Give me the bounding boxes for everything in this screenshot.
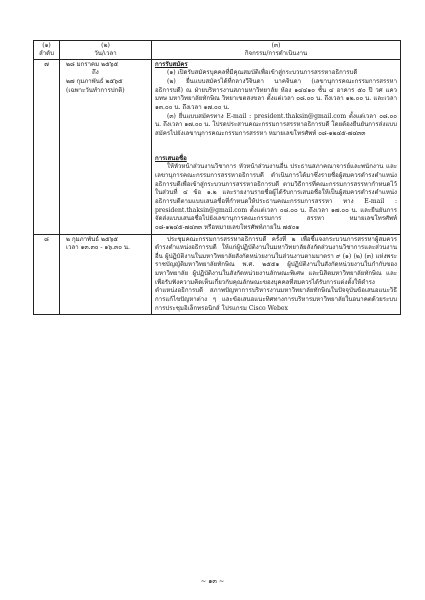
header-order-label: ลำดับ bbox=[39, 49, 54, 57]
row-number: ๘ bbox=[34, 234, 60, 315]
header-date-num: (๒) bbox=[101, 42, 110, 49]
row-date bbox=[60, 59, 152, 234]
header-activity bbox=[152, 41, 401, 60]
date-line: ๒๗ กุมภาพันธ์ ๒๕๖๕ bbox=[66, 78, 123, 86]
date-line: ๒ กุมภาพันธ์ ๒๕๖๕ bbox=[66, 235, 119, 243]
row-activity bbox=[152, 59, 401, 234]
header-activity-label: กิจกรรม/การดำเนินงาน bbox=[244, 49, 308, 57]
section-heading: การเสนอชื่อ bbox=[155, 154, 187, 162]
spacer bbox=[155, 145, 397, 149]
activity-paragraph: (๓) ยื่นแบบสมัครทาง E-mail : president.thaksin@gmail.com ตั้งแต่เวลา ๐๘.๐๐ น. ถึงเวลา ๑๗.๐๐ น. โปรดประสานคณะกรรมการสรรหาอธิการบดี โดยต้องยืนยันการส่งแบบสมัครไปยังเลขานุการคณะกรรมการสรรหา หมายเลขโทรศัพท์ ๐๘-๑๒๔๕-๗๔๓๓ bbox=[155, 112, 397, 137]
header-date bbox=[60, 41, 152, 60]
section-heading: การรับสมัคร bbox=[155, 60, 188, 68]
activity-paragraph: ประชุมคณะกรรมการสรรหาอธิการบดี ครั้งที่ ๒ เพื่อชี้แจงกระบวนการสรรหาผู้สมควรดำรงตำแหน่งอธิการบดี ให้แก่ผู้ปฏิบัติงานในมหาวิทยาลัยสังกัดส่วนงานวิชาการและส่วนงานอื่น ผู้ปฏิบัติงานในมหาวิทยาลัยสังกัดหน่วยงานในส่วนงานตามมาตรา ๙ (๑) (๒) (๓) แห่งพระราชบัญญัติมหาวิทยาลัยทักษิณ พ.ศ. ๒๕๕๑ ผู้ปฏิบัติงานในสังกัดหน่วยงานในกำกับของมหาวิทยาลัย ผู้ปฏิบัติงานในสังกัดหน่วยงานลักษณะพิเศษ และนิสิตมหาวิทยาลัยทักษิณ และเพื่อรับฟังความคิดเห็นเกี่ยวกับคุณลักษณะของบุคคลที่สมควรได้รับการแต่งตั้งให้ดำรงตำแหน่งอธิการบดี สภาพปัญหาการบริหารงานมหาวิทยาลัยทักษิณในปัจจุบันข้อเสนอแนะวิธีการแก้ไขปัญหาต่าง ๆ และข้อเสนอแนะทิศทางการบริหารมหาวิทยาลัยในอนาคตด้วยระบบการประชุมอิเล็กทรอนิกส์ โปรแกรม Cisco Webex bbox=[155, 235, 397, 312]
row-date bbox=[60, 234, 152, 315]
row-activity bbox=[152, 234, 401, 315]
table-row bbox=[34, 59, 401, 234]
activity-paragraph: ให้หัวหน้าส่วนงานวิชาการ หัวหน้าส่วนงานอื่น ประธานสภาคณาจารย์และพนักงาน และเลขานุการคณะกรรมการสรรหาอธิการบดี ดำเนินการได้มาซึ่งรายชื่อผู้สมควรดำรงตำแหน่งอธิการบดีเพื่อเข้าสู่กระบวนการสรรหาอธิการบดี ตามวิธีการที่คณะกรรมการสรรหากำหนดไว้ในส่วนที่ ๔ ข้อ ๑.๒ และรายงานรายชื่อผู้ได้รับการเสนอชื่อให้เป็นผู้สมควรดำรงตำแหน่งอธิการบดีตามแบบเสนอชื่อที่กำหนดให้ประธานคณะกรรมการสรรหา ทาง E-mail : president.thaksin@gmail.com ตั้งแต่เวลา ๐๘.๐๐ น. ถึงเวลา ๑๗.๐๐ น. และยืนยันการจัดส่งแบบเสนอชื่อไปยังเลขานุการคณะกรรมการ สรรหา หมายเลขโทรศัพท์ ๐๘-๑๒๔๕-๗๔๓๓ หรือหมายเลขโทรศัพท์ภายใน ๗๕๐๑ bbox=[155, 163, 397, 231]
date-line: (เฉพาะวันทำการปกติ) bbox=[66, 86, 125, 94]
table-header-row bbox=[34, 41, 401, 60]
header-order bbox=[34, 41, 60, 60]
date-line: ๒๘ มกราคม ๒๕๖๕ bbox=[66, 60, 119, 68]
activity-paragraph: (๑) เปิดรับสมัครบุคคลที่มีคุณสมบัติเพื่อเข้าสู่กระบวนการสรรหาอธิการบดี bbox=[167, 69, 358, 77]
page-number: ~ ๑๓ ~ bbox=[200, 577, 225, 585]
table-row bbox=[34, 234, 401, 315]
row-number: ๗ bbox=[34, 59, 60, 234]
activity-paragraph: (๒) ยื่นแบบสมัครได้ที่กลางวีจินดา นาคจินดา (เลขานุการคณะกรรมการสรรหาอธิการบดี) ณ ฝ่ายบริหารงานสภามหาวิทยาลัย ห้อง ๑๔๔๑๐ ชั้น ๔ อาคาร ๕๐ ปี วศ แคว มทษ มหาวิทยาลัยทักษิณ วิทยาเขตสงขลา ตั้งแต่เวลา ๐๘.๐๐ น. ถึงเวลา ๑๒.๐๐ น. และเวลา ๑๓.๐๐ น. ถึงเวลา ๑๗.๐๐ น. bbox=[155, 78, 397, 112]
date-line: เวลา ๑๓.๓๐ - ๑๖.๓๐ น. bbox=[66, 244, 130, 252]
header-order-num: (๑) bbox=[42, 42, 51, 49]
date-line: ถึง bbox=[92, 69, 99, 77]
header-date-label: วัน/เวลา bbox=[94, 49, 117, 57]
schedule-table bbox=[33, 40, 401, 315]
header-activity-num: (๓) bbox=[271, 42, 281, 49]
